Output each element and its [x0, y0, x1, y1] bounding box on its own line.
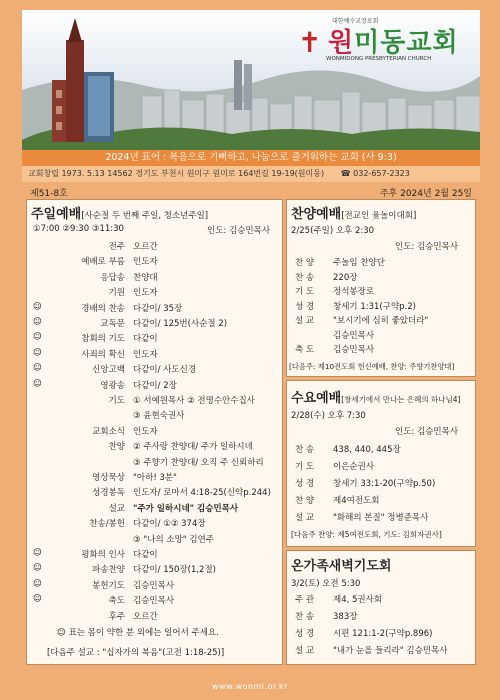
order-item-label: 축도 — [108, 596, 125, 607]
order-item-label: 후주 — [108, 611, 125, 622]
standing-mark-icon: ☺ — [33, 317, 42, 327]
order-item-value: ③ 윤현숙권사 — [133, 411, 185, 422]
wednesday-datetime: 2/28(수) 오후 7:30 — [291, 411, 366, 421]
praise-item-value: "보시기에 심히 좋았더라" — [333, 316, 429, 326]
dawn-item-value: 제4, 5권사회 — [333, 595, 383, 605]
dawn-item-label: 찬 송 — [295, 612, 315, 622]
dawn-datetime: 3/2(토) 오전 5:30 — [291, 579, 361, 589]
order-item-value: 다같이/ 150장(1,2절) — [133, 565, 216, 576]
order-item-value: 다같이/ 2장 — [133, 380, 177, 391]
standing-note: ☺ 표는 몸이 약한 분 외에는 일어서 주세요. — [57, 628, 219, 638]
order-item-value: 다같이 — [133, 334, 158, 345]
dawn-item-label: 성 경 — [295, 629, 315, 639]
order-item-label: 교독문 — [100, 319, 125, 329]
order-item-value: 다같이/ 125번(사순절 2) — [133, 319, 228, 329]
praise-item-label: 기 도 — [295, 287, 315, 297]
praise-item-label: 설 교 — [295, 316, 315, 326]
praise-item-label: 찬 송 — [295, 272, 315, 283]
order-item-label: 신앙고백 — [92, 365, 125, 376]
church-phone: ☎ 032-657-2323 — [340, 169, 410, 178]
wednesday-service-box — [286, 380, 476, 547]
order-item-value: 인도자 — [133, 288, 158, 299]
logo-name-prefix: 원 — [328, 28, 355, 58]
wed-item-value: 창세기 33:1-20(구약p.50) — [333, 479, 436, 489]
praise-service-subtitle: [전교인 윷놀이대회] — [341, 211, 417, 221]
order-item-value: 다같이 — [133, 550, 158, 560]
logo-english-name: WONMIDONG PRESBYTERIAN CHURCH — [326, 56, 432, 62]
praise-next-note: [다음주: 제10전도회 헌신예배, 찬양: 주향기찬양대] — [289, 362, 455, 371]
order-item-value: 인도자 — [133, 349, 158, 360]
dawn-item-value: 시편 121:1-2(구약p.896) — [333, 629, 433, 639]
order-item-label: 사죄의 확신 — [81, 349, 125, 360]
wed-item-label: 성 경 — [295, 479, 315, 489]
order-item-value: "아하! 3분" — [133, 473, 177, 483]
wednesday-service-subtitle: [창세기에서 만나는 은혜의 하나님4] — [341, 395, 461, 404]
order-item-value: 오르간 — [133, 242, 158, 252]
address-bar — [22, 166, 480, 182]
order-item-label: 영상묵상 — [92, 473, 125, 483]
wednesday-service-heading — [291, 387, 460, 406]
standing-mark-icon: ☺ — [33, 347, 42, 358]
order-item-value: 찬양대 — [133, 272, 158, 283]
order-item-label: 영광송 — [100, 380, 125, 391]
wednesday-service-title: 수요예배 — [291, 391, 342, 406]
praise-item-value: 창세기 1:31(구약p.2) — [333, 301, 416, 312]
dawn-item-value: "내가 눈을 들리라" 김승민목사 — [333, 646, 448, 656]
order-item-label: 기원 — [108, 288, 125, 299]
order-item-value: 오르간 — [133, 611, 158, 622]
order-item-value: 김승민목사 — [133, 596, 175, 607]
order-item-label: 예배로 부름 — [81, 257, 125, 268]
standing-mark-icon: ☺ — [33, 363, 42, 374]
order-item-label: 파송찬양 — [92, 565, 125, 576]
praise-item-value: 김승민목사 — [333, 330, 375, 341]
wed-item-label: 기 도 — [295, 462, 315, 472]
praise-datetime: 2/25(주일) 오후 2:30 — [291, 226, 375, 236]
standing-mark-icon: ☺ — [33, 563, 42, 574]
service-leader: 인도: 김승민목사 — [207, 226, 271, 236]
order-item-label: 경배의 찬송 — [81, 303, 125, 314]
dawn-item-label: 주 관 — [295, 595, 315, 605]
order-item-label: 기도 — [108, 396, 125, 406]
order-item-label: 설교 — [108, 503, 125, 514]
order-item-value: 인도자 — [133, 426, 158, 437]
wed-item-label: 찬 양 — [295, 496, 315, 506]
wednesday-next-note: [다음주 찬양: 제5여전도회, 기도: 김희자권사] — [291, 530, 442, 539]
standing-mark-icon: ☺ — [33, 548, 42, 558]
wednesday-leader: 인도: 김승민목사 — [395, 427, 459, 437]
wed-item-label: 찬 송 — [295, 445, 315, 455]
sunday-service-box — [26, 199, 283, 665]
order-item-label: 참회의 기도 — [81, 334, 125, 345]
order-item-value: 인도자/ 로마서 4:18-25(신약p.244) — [133, 488, 271, 499]
standing-mark-icon: ☺ — [33, 594, 42, 605]
order-item-label: 응답송 — [100, 272, 125, 283]
order-item-value: 인도자 — [133, 257, 158, 268]
next-sermon-note: [다음주 설교 : "십자가의 복음"(고전 1:18-25)] — [47, 648, 225, 658]
logo-name-suffix: 미동교회 — [354, 28, 459, 58]
order-item-label: 찬양 — [108, 442, 125, 453]
website-url[interactable]: www.wonmi.or.kr — [212, 682, 288, 691]
order-item-value: 다같이/ ①② 374장 — [133, 519, 206, 530]
praise-item-label: 성 경 — [295, 301, 315, 312]
dawn-item-value: 383장 — [333, 612, 358, 622]
praise-service-title: 찬양예배 — [291, 207, 342, 222]
order-item-value: ② 주사랑 찬양대/ 주가 일하시네 — [133, 442, 253, 453]
praise-item-label: 축 도 — [295, 345, 315, 355]
order-item-label: 평화의 인사 — [81, 550, 125, 560]
praise-item-label: 찬 양 — [295, 258, 315, 268]
order-item-label: 교회소식 — [92, 426, 125, 437]
wed-item-label: 설 교 — [295, 513, 315, 523]
wed-item-value: 제4여전도회 — [333, 496, 380, 506]
logo-denomination: 대한예수교장로회 — [332, 18, 379, 25]
header-photo — [22, 10, 480, 150]
praise-service-box — [286, 199, 476, 377]
order-item-label: 전주 — [108, 242, 125, 252]
cross-icon: ✝ — [298, 26, 322, 59]
standing-mark-icon: ☺ — [33, 301, 42, 312]
logo-church-name — [328, 22, 459, 59]
dawn-prayer-title: 온가족새벽기도회 — [291, 559, 392, 574]
sunday-service-heading — [31, 203, 208, 222]
dawn-item-label: 설 교 — [295, 646, 315, 656]
praise-leader: 인도: 김승민목사 — [395, 242, 459, 252]
order-item-label: 찬송/봉헌 — [89, 519, 125, 530]
praise-item-value: 정석봉장로 — [333, 287, 375, 297]
standing-mark-icon: ☺ — [33, 578, 42, 589]
order-item-value: 다같이/ 사도신경 — [133, 365, 197, 376]
church-address: 교회창립 1973. 5.13 14562 경기도 부천시 원미구 원미로 164번길 19-19(원미동) — [28, 169, 325, 178]
standing-mark-icon: ☺ — [33, 332, 42, 343]
order-item-value: ③ "나의 소망" 김연주 — [133, 534, 215, 545]
order-item-value: "주가 일하시네" 김승민목사 — [133, 503, 239, 514]
issue-number: 제51-8호 — [30, 189, 68, 199]
dawn-prayer-box — [286, 550, 476, 665]
wed-item-value: 이은순권사 — [333, 462, 375, 472]
standing-mark-icon: ☺ — [33, 378, 42, 389]
wed-item-value: 438, 440, 445장 — [333, 445, 401, 455]
order-item-label: 봉헌기도 — [92, 580, 125, 591]
motto-bar: 2024년 표어 : 복음으로 기뻐하고, 나눔으로 즐거워하는 교회 (사 9:3) — [22, 150, 480, 166]
order-item-value: ① 서예원목사 ② 전명수안수집사 — [133, 396, 255, 406]
praise-item-value: 김승민목사 — [333, 345, 375, 355]
sunday-service-subtitle: [사순절 두 번째 주일, 청소년주일] — [81, 211, 209, 221]
praise-service-heading — [291, 203, 416, 222]
praise-item-value: 220장 — [333, 272, 358, 283]
order-item-label: 성경봉독 — [92, 488, 125, 499]
order-item-value: 다같이/ 35장 — [133, 303, 183, 314]
order-item-value: ③ 주향기 찬양대/ 오직 주 신뢰하리 — [133, 457, 264, 468]
service-times: ①7:00 ②9:30 ③11:30 — [33, 224, 124, 234]
sunday-service-title: 주일예배 — [31, 207, 82, 222]
order-item-value: 김승민목사 — [133, 580, 175, 591]
praise-item-value: 주놀임 찬양단 — [333, 258, 385, 268]
bulletin-date: 주후 2024년 2월 25일 — [379, 189, 472, 199]
church-logo — [298, 16, 478, 76]
wed-item-value: "화해의 본질" 정병준목사 — [333, 513, 429, 523]
